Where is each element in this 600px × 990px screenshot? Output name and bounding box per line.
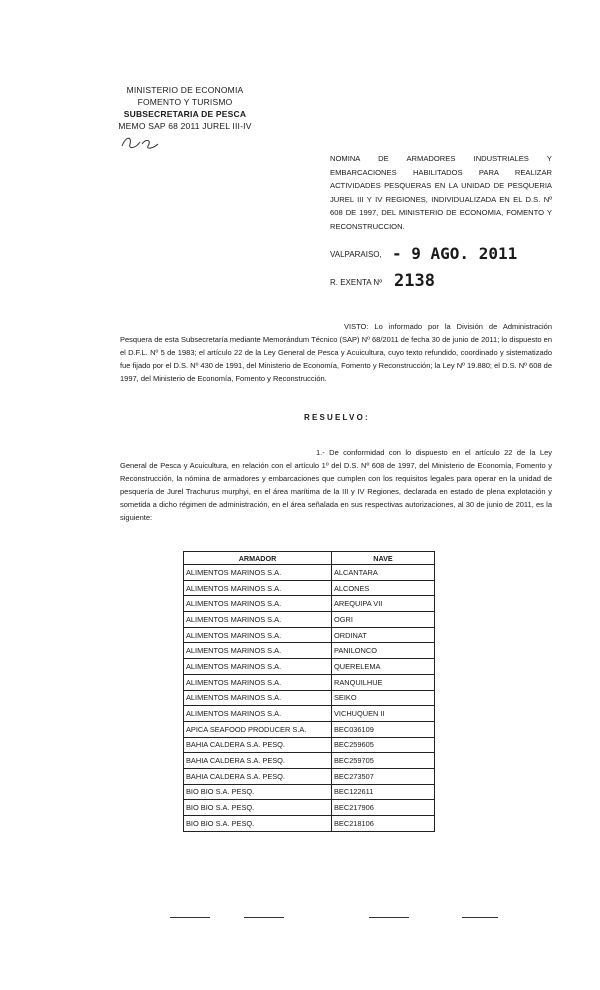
place-label: VALPARAISO, xyxy=(330,250,382,259)
table-row xyxy=(184,612,435,628)
visto-paragraph: VISTO: Lo informado por la División de Administración Pesquera de esta Subsecretaría mediante Memorándum Técnico (SAP) Nº 68/2011 de fecha 30 de junio de 2011; lo dispuesto en el D.F.L. Nº 5 de 1983; el artículo 22 de la Ley General de Pesca y Acuicultura, cuyo texto refundido, coordinado y sistematizado fue fijado por el D.S. Nº 430 de 1991, del Ministerio de Economía, Fomento y Reconstrucción; la Ley Nº 19.880; el D.S. Nº 608 de 1997, del Ministerio de Economía, Fomento y Reconstrucción. xyxy=(120,322,552,383)
signature-line-2 xyxy=(244,917,284,918)
table-row xyxy=(184,721,435,737)
table-row xyxy=(184,800,435,816)
nave-cell: OGRI xyxy=(332,612,435,628)
armador-cell: ALIMENTOS MARINOS S.A. xyxy=(184,659,332,675)
handwritten-initials-icon xyxy=(118,132,178,154)
armador-cell: ALIMENTOS MARINOS S.A. xyxy=(184,612,332,628)
table-row xyxy=(184,643,435,659)
nave-cell: ORDINAT xyxy=(332,627,435,643)
nave-cell: RANQUILHUE xyxy=(332,674,435,690)
nave-cell: ALCONES xyxy=(332,580,435,596)
armador-cell: ALIMENTOS MARINOS S.A. xyxy=(184,706,332,722)
armador-cell: BAHIA CALDERA S.A. PESQ. xyxy=(184,768,332,784)
table-body xyxy=(184,565,435,832)
nave-cell: BEC273507 xyxy=(332,768,435,784)
table-row xyxy=(184,659,435,675)
table-header-row xyxy=(184,552,435,565)
table-row xyxy=(184,768,435,784)
date-stamp: - 9 AGO. 2011 xyxy=(392,244,518,263)
armador-cell: BIO BIO S.A. PESQ. xyxy=(184,784,332,800)
armador-cell: BIO BIO S.A. PESQ. xyxy=(184,800,332,816)
ministry-name: MINISTERIO DE ECONOMIA xyxy=(126,85,244,95)
table-row xyxy=(184,753,435,769)
nave-cell: SEIKO xyxy=(332,690,435,706)
subsecretaria-name: SUBSECRETARIA DE PESCA xyxy=(123,109,247,119)
table-row xyxy=(184,784,435,800)
armador-cell: ALIMENTOS MARINOS S.A. xyxy=(184,627,332,643)
armador-cell: BAHIA CALDERA S.A. PESQ. xyxy=(184,753,332,769)
table-row xyxy=(184,565,435,581)
exenta-number: 2138 xyxy=(394,271,435,291)
signature-line-3 xyxy=(369,917,409,918)
armador-cell: ALIMENTOS MARINOS S.A. xyxy=(184,690,332,706)
armador-cell: APICA SEAFOOD PRODUCER S.A. xyxy=(184,721,332,737)
table-row xyxy=(184,580,435,596)
ministry-header xyxy=(100,84,270,132)
nave-cell: BEC259605 xyxy=(332,737,435,753)
table-row xyxy=(184,816,435,832)
nave-cell: VICHUQUEN II xyxy=(332,706,435,722)
nave-cell: BEC259705 xyxy=(332,753,435,769)
memo-reference: MEMO SAP 68 2011 JUREL III-IV xyxy=(118,121,252,131)
signature-line-1 xyxy=(170,917,210,918)
armador-cell: BIO BIO S.A. PESQ. xyxy=(184,816,332,832)
table-row xyxy=(184,627,435,643)
nave-cell: BEC218106 xyxy=(332,816,435,832)
armador-cell: BAHIA CALDERA S.A. PESQ. xyxy=(184,737,332,753)
header-nave: NAVE xyxy=(332,552,435,565)
armadores-table xyxy=(183,551,435,832)
document-title: NOMINA DE ARMADORES INDUSTRIALES Y EMBARCACIONES HABILITADOS PARA REALIZAR ACTIVIDADES PESQUERAS EN LA UNIDAD DE PESQUERIA JUREL III Y IV REGIONES, INDIVIDUALIZADA EN EL D.S. Nº 608 DE 1997, DEL MINISTERIO DE ECONOMIA, FOMENTO Y RECONSTRUCCION. xyxy=(330,154,552,231)
resuelvo-heading: RESUELVO: xyxy=(304,413,370,422)
nave-cell: AREQUIPA VII xyxy=(332,596,435,612)
table-row xyxy=(184,674,435,690)
exenta-label: R. EXENTA Nº xyxy=(330,278,383,287)
nave-cell: QUERELEMA xyxy=(332,659,435,675)
ministry-name-2: FOMENTO Y TURISMO xyxy=(137,97,233,107)
table-row xyxy=(184,706,435,722)
table-row xyxy=(184,596,435,612)
table-row xyxy=(184,737,435,753)
article-1-paragraph: 1.- De conformidad con lo dispuesto en el artículo 22 de la Ley General de Pesca y Acuicultura, en relación con el artículo 1º del D.S. Nº 608 de 1997, del Ministerio de Economía, Fomento y Reconstrucción, la nómina de armadores y embarcaciones que cumplen con los requisitos legales para operar en la unidad de pesquería de Jurel Trachurus murphyi, en el área marítima de la III y IV Regiones, declarada en estado de plena explotación y sometida a dicho régimen de administración, en el área señalada en sus respectivas autorizaciones, al 30 de junio de 2011, es la siguiente: xyxy=(120,448,552,522)
nave-cell: ALCANTARA xyxy=(332,565,435,581)
armador-cell: ALIMENTOS MARINOS S.A. xyxy=(184,596,332,612)
nave-cell: PANILONCO xyxy=(332,643,435,659)
header-armador: ARMADOR xyxy=(184,552,332,565)
armador-cell: ALIMENTOS MARINOS S.A. xyxy=(184,674,332,690)
armador-cell: ALIMENTOS MARINOS S.A. xyxy=(184,565,332,581)
signature-line-4 xyxy=(462,917,498,918)
table-row xyxy=(184,690,435,706)
nave-cell: BEC122611 xyxy=(332,784,435,800)
nave-cell: BEC036109 xyxy=(332,721,435,737)
armador-cell: ALIMENTOS MARINOS S.A. xyxy=(184,643,332,659)
armador-cell: ALIMENTOS MARINOS S.A. xyxy=(184,580,332,596)
nave-cell: BEC217906 xyxy=(332,800,435,816)
